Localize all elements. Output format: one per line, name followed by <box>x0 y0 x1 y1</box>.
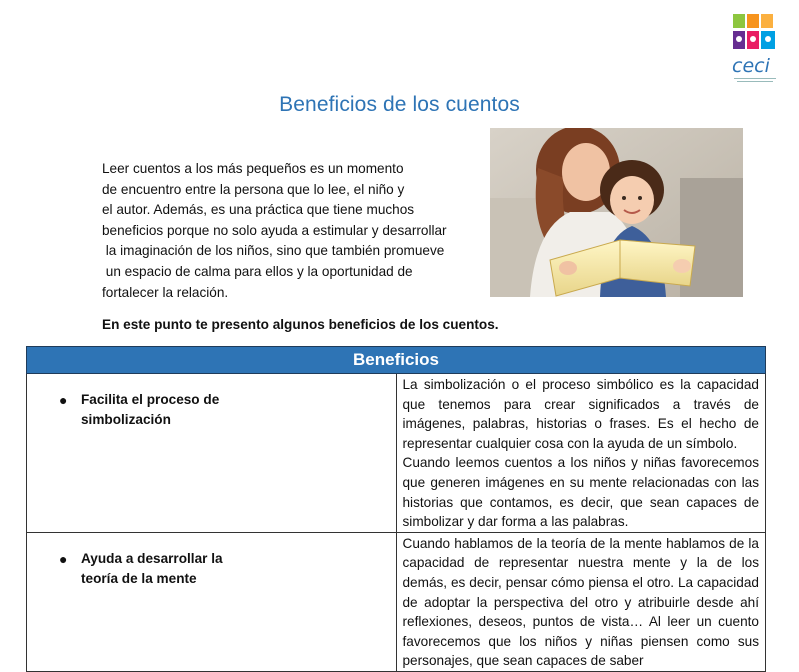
intro-line: el autor. Además, es una práctica que tiene muchos <box>102 202 415 218</box>
intro-line: Leer cuentos a los más pequeños es un momento <box>102 161 404 176</box>
benefit-paragraph: Cuando hablamos de la teoría de la mente hablamos de la capacidad de representar nuestra mente y la de los demás, es decir, pensar cómo piensa el otro. La capacidad de adoptar la perspectiva del otro y atribuirle desde ahí reflexiones, deseos, puntos de vista… Al leer un cuento favorecemos que los niños y niñas piensen como sus personajes, que sean capaces de saber <box>402 535 759 669</box>
benefit-title-line: Ayuda a desarrollar la <box>81 550 223 566</box>
table-row <box>27 374 766 533</box>
benefits-table-header: Beneficios <box>27 347 766 374</box>
bullet-icon: ● <box>59 550 68 567</box>
ceci-logo <box>731 12 783 90</box>
mother-child-reading-photo <box>490 128 743 297</box>
bullet-icon: ● <box>59 392 68 408</box>
benefit-title-line: teoría de la mente <box>81 570 197 586</box>
benefit-paragraph: La simbolización o el proceso simbólico es la capacidad que tenemos para crear significados a través de imágenes, palabras, historias o frases. Es el hecho de representar cualquier cosa con la ayuda de un símbolo. <box>402 377 759 451</box>
benefits-table <box>26 346 766 672</box>
benefit-title-line: Facilita el proceso de <box>81 392 220 407</box>
intro-line: de encuentro entre la persona que lo lee, el niño y <box>102 181 405 197</box>
intro-paragraph <box>102 159 482 303</box>
intro-line: la imaginación de los niños, sino que también promueve <box>102 243 445 259</box>
benefit-paragraph: Cuando leemos cuentos a los niños y niñas favorecemos que generen imágenes en su mente relacionadas con las historias que contamos, es decir, que sean capaces de simbolizar y dar forma a las palabras. <box>402 455 759 530</box>
benefit-title-cell <box>27 532 397 671</box>
benefit-title-cell <box>27 374 397 533</box>
intro-line: fortalecer la relación. <box>102 284 229 300</box>
intro-line: beneficios porque no solo ayuda a estimular y desarrollar <box>102 222 447 238</box>
svg-text:ceci: ceci <box>732 55 770 77</box>
page-title: Beneficios de los cuentos <box>279 93 520 116</box>
benefit-description-cell <box>396 532 766 671</box>
table-row <box>27 532 766 671</box>
benefit-description-cell <box>396 374 766 533</box>
benefit-title-line: simbolización <box>81 412 171 427</box>
lead-sentence: En este punto te presento algunos beneficios de los cuentos. <box>102 317 499 332</box>
intro-line: un espacio de calma para ellos y la oportunidad de <box>102 263 413 279</box>
